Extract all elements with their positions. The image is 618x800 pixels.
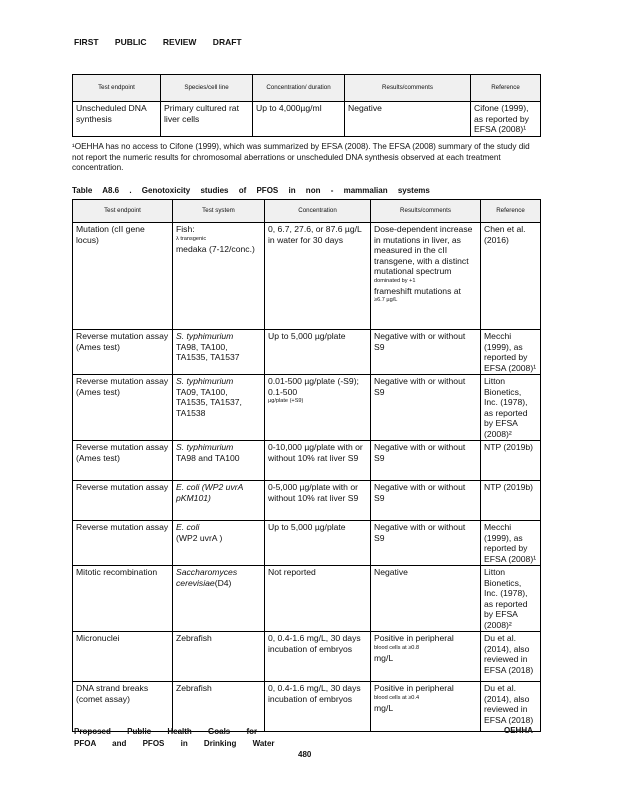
cell-text: mg/L xyxy=(374,702,394,713)
cell xyxy=(173,223,265,330)
cell: Up to 5,000 µg/plate xyxy=(265,521,371,566)
cell-text: (D4) xyxy=(214,577,232,588)
table-row xyxy=(73,481,541,521)
cell: Reverse mutation assay xyxy=(73,521,173,566)
col-header: Results/comments xyxy=(345,75,471,102)
cell: Negative with or without S9 xyxy=(371,521,481,566)
table-row xyxy=(73,102,541,137)
cell-text: S. typhimurium xyxy=(176,331,234,341)
cell xyxy=(173,521,265,566)
cell xyxy=(265,375,371,441)
cell-text: Saccharomyces cerevisiae xyxy=(176,567,238,588)
cell-text: Positive in peripheral xyxy=(374,683,454,693)
cell xyxy=(173,441,265,481)
cell: Negative with or without S9 xyxy=(371,375,481,441)
cell: Du et al. (2014), also reviewed in EFSA (2018) xyxy=(481,682,541,732)
cell-text: ≥6.7 µg/L xyxy=(374,297,398,303)
cell xyxy=(371,632,481,682)
cell-text: TA09, TA100, TA1535, TA1537, TA1538 xyxy=(176,386,242,418)
cell: Negative xyxy=(345,102,471,137)
col-header: Reference xyxy=(481,200,541,223)
table-row xyxy=(73,682,541,732)
cell-text: blood cells at ≥0.4 xyxy=(374,694,420,701)
table-header-row xyxy=(73,75,541,102)
cell: Mutation (cII gene locus) xyxy=(73,223,173,330)
cell: Cifone (1999), as reported by EFSA (2008)¹ xyxy=(471,102,541,137)
cell: 0-5,000 µg/plate with or without 10% rat liver S9 xyxy=(265,481,371,521)
table-continuation xyxy=(72,74,541,137)
cell: Chen et al. (2016) xyxy=(481,223,541,330)
cell xyxy=(173,375,265,441)
col-header: Species/cell line xyxy=(161,75,253,102)
table-caption: Table A8.6 . Genotoxicity studies of PFOS in non - mammalian systems xyxy=(72,186,430,195)
cell: Mecchi (1999), as reported by EFSA (2008)¹ xyxy=(481,521,541,566)
cell-text: λ transgenic xyxy=(176,235,207,242)
cell: Up to 4,000µg/ml xyxy=(253,102,345,137)
cell: Unscheduled DNA synthesis xyxy=(73,102,161,137)
table-row xyxy=(73,632,541,682)
cell: 0-10,000 µg/plate with or without 10% rat liver S9 xyxy=(265,441,371,481)
cell-text: Fish: xyxy=(176,224,195,234)
cell-text: Dose-dependent increase in mutations in liver, as measured in the cII transgene, with a distinct mutational spectrum xyxy=(374,224,473,276)
cell: Litton Bionetics, Inc. (1978), as reported by EFSA (2008)² xyxy=(481,375,541,441)
col-header: Test endpoint xyxy=(73,75,161,102)
footer-agency: OEHHA xyxy=(504,726,533,735)
cell-text: (WP2 uvrA ) xyxy=(176,532,223,543)
footnote: ¹OEHHA has no access to Cifone (1999), which was summarized by EFSA (2008). The EFSA (2008) summary of the study did not report the numeric results for chromosomal aberrations or unscheduled DNA synthesis observed at each treatment concentration. xyxy=(72,142,530,172)
cell-text: µg/plate (+S9) xyxy=(268,398,304,404)
footer-title xyxy=(74,726,275,750)
cell: Reverse mutation assay (Ames test) xyxy=(73,441,173,481)
cell-text: dominated by +1 xyxy=(374,277,416,284)
cell-text: S. typhimurium xyxy=(176,442,234,452)
col-header: Test endpoint xyxy=(73,200,173,223)
cell-text: 0.01-500 µg/plate (-S9); 0.1-500 xyxy=(268,376,359,397)
cell xyxy=(371,682,481,732)
cell: 0, 0.4-1.6 mg/L, 30 days incubation of embryos xyxy=(265,682,371,732)
col-header: Concentration/ duration xyxy=(253,75,345,102)
cell xyxy=(173,566,265,632)
cell-text: TA98, TA100, TA1535, TA1537 xyxy=(176,341,240,362)
cell: Up to 5,000 µg/plate xyxy=(265,330,371,375)
cell-text: E. coli xyxy=(176,522,200,532)
table-row xyxy=(73,441,541,481)
cell: Reverse mutation assay (Ames test) xyxy=(73,330,173,375)
cell: Micronuclei xyxy=(73,632,173,682)
cell: DNA strand breaks (comet assay) xyxy=(73,682,173,732)
cell xyxy=(173,481,265,521)
running-header: FIRST PUBLIC REVIEW DRAFT xyxy=(74,37,242,47)
cell: Negative with or without S9 xyxy=(371,441,481,481)
cell xyxy=(371,223,481,330)
footer-line: Proposed Public Health Goals for xyxy=(74,727,258,736)
cell: Reverse mutation assay xyxy=(73,481,173,521)
cell-text: blood cells at ≥0.8 xyxy=(374,644,420,651)
cell-text: S. typhimurium xyxy=(176,376,234,386)
cell: Primary cultured rat liver cells xyxy=(161,102,253,137)
table-row xyxy=(73,521,541,566)
table-row xyxy=(73,566,541,632)
cell-text: frameshift mutations at xyxy=(374,285,461,296)
cell: NTP (2019b) xyxy=(481,481,541,521)
cell: Negative with or without S9 xyxy=(371,481,481,521)
cell: 0, 0.4-1.6 mg/L, 30 days incubation of embryos xyxy=(265,632,371,682)
cell: Mecchi (1999), as reported by EFSA (2008)¹ xyxy=(481,330,541,375)
footer-line: PFOA and PFOS in Drinking Water xyxy=(74,739,275,748)
cell: Negative xyxy=(371,566,481,632)
col-header: Reference xyxy=(471,75,541,102)
genotoxicity-table xyxy=(72,199,541,732)
cell: Negative with or without S9 xyxy=(371,330,481,375)
table-row xyxy=(73,330,541,375)
cell: 0, 6.7, 27.6, or 87.6 µg/L in water for 30 days xyxy=(265,223,371,330)
col-header: Test system xyxy=(173,200,265,223)
cell-text: TA98 and TA100 xyxy=(176,452,240,463)
cell-text: medaka (7-12/conc.) xyxy=(176,243,255,254)
cell: Zebrafish xyxy=(173,682,265,732)
cell: Reverse mutation assay (Ames test) xyxy=(73,375,173,441)
table-row xyxy=(73,375,541,441)
cell: Mitotic recombination xyxy=(73,566,173,632)
cell-text: E. coli (WP2 uvrA pKM101) xyxy=(176,482,244,503)
page-number: 480 xyxy=(298,750,312,759)
col-header: Concentration xyxy=(265,200,371,223)
cell: Litton Bionetics, Inc. (1978), as reported by EFSA (2008)² xyxy=(481,566,541,632)
cell: Zebrafish xyxy=(173,632,265,682)
cell-text: Positive in peripheral xyxy=(374,633,454,643)
cell-text: mg/L xyxy=(374,652,394,663)
cell xyxy=(173,330,265,375)
cell: NTP (2019b) xyxy=(481,441,541,481)
cell: Not reported xyxy=(265,566,371,632)
table-header-row xyxy=(73,200,541,223)
table-row xyxy=(73,223,541,330)
col-header: Results/comments xyxy=(371,200,481,223)
cell: Du et al. (2014), also reviewed in EFSA (2018) xyxy=(481,632,541,682)
